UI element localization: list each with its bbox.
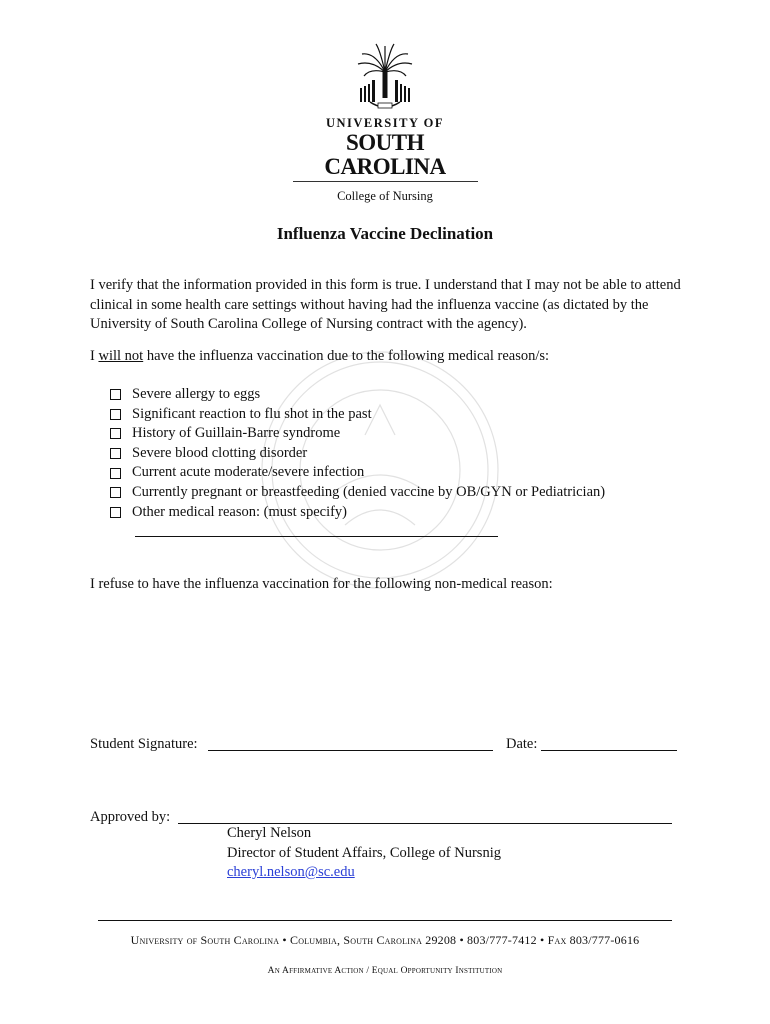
checkbox[interactable]: [110, 389, 121, 400]
checkbox[interactable]: [110, 487, 121, 498]
approver-block: [227, 824, 501, 883]
palmetto-tree-icon: [350, 42, 420, 114]
reason-item-other[interactable]: Other medical reason: (must specify): [110, 503, 605, 523]
form-title: Influenza Vaccine Declination: [276, 224, 494, 243]
reason-item-pregnant[interactable]: Currently pregnant or breastfeeding (denied vaccine by OB/GYN or Pediatrician): [110, 483, 605, 503]
approved-by-label: Approved by:: [90, 809, 171, 825]
university-logo: [290, 42, 480, 204]
checkbox[interactable]: [110, 409, 121, 420]
checkbox[interactable]: [110, 448, 121, 459]
student-signature-line[interactable]: [208, 750, 493, 751]
logo-university-of: UNIVERSITY OF: [325, 116, 444, 130]
verification-paragraph: I verify that the information provided in this form is true. I understand that I may not be able to attend clinical in some health care settings without having had the influenza vaccine (as dictated by the University of South Carolina College of Nursing contract with the agency).: [90, 277, 681, 332]
medical-reason-statement: I will not have the influenza vaccination due to the following medical reason/s:: [90, 348, 550, 364]
approver-email-link[interactable]: cheryl.nelson@sc.edu: [227, 864, 355, 880]
logo-college: College of Nursing: [337, 189, 433, 203]
reason-item-acute-infection[interactable]: Current acute moderate/severe infection: [110, 463, 605, 483]
reason-item-egg-allergy[interactable]: Severe allergy to eggs: [110, 385, 605, 405]
checkbox[interactable]: [110, 468, 121, 479]
approver-name: Cheryl Nelson: [227, 825, 312, 841]
other-reason-input-line[interactable]: [135, 536, 498, 537]
student-signature-label: Student Signature:: [90, 736, 198, 752]
footer-address: University of South Carolina • Columbia, South Carolina 29208 • 803/777-7412 • Fax 803/777-0616: [130, 933, 640, 947]
logo-south-carolina: SOUTH CAROLINA: [324, 130, 446, 179]
logo-divider: [293, 181, 478, 182]
reason-item-blood-clotting[interactable]: Severe blood clotting disorder: [110, 444, 605, 464]
date-label: Date:: [506, 736, 538, 752]
checkbox[interactable]: [110, 428, 121, 439]
will-not-emphasis: will not: [98, 348, 144, 364]
checkbox[interactable]: [110, 507, 121, 518]
reason-item-flu-shot-reaction[interactable]: Significant reaction to flu shot in the past: [110, 405, 605, 425]
reason-item-guillain-barre[interactable]: History of Guillain-Barre syndrome: [110, 424, 605, 444]
footer-equal-opportunity: An Affirmative Action / Equal Opportunity Institution: [267, 966, 503, 976]
footer-divider: [98, 920, 672, 921]
approver-title: Director of Student Affairs, College of Nursnig: [227, 844, 501, 861]
date-line[interactable]: [541, 750, 677, 751]
non-medical-reason-statement: I refuse to have the influenza vaccination for the following non-medical reason:: [90, 576, 553, 592]
medical-reasons-list: [110, 385, 605, 522]
